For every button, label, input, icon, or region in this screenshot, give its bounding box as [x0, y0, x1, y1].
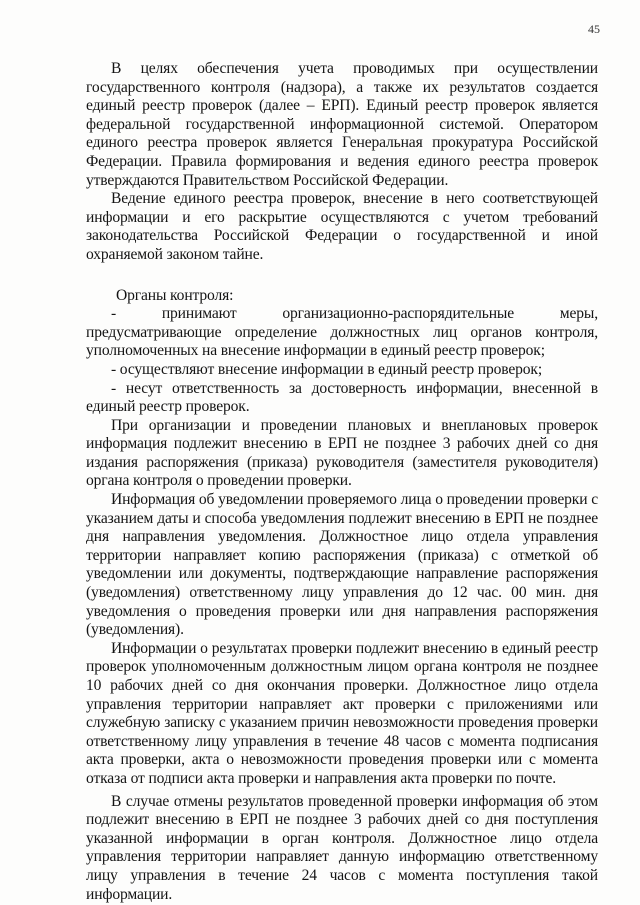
organs-heading: Органы контроля:	[116, 286, 234, 304]
paragraph-erp-creation: В целях обеспечения учета проводимых при осуществлении государственного контроля (надзора), а также их результатов создается единый реестр проверок (далее – ЕРП). Единый реестр проверок является федеральной государственной информационной системой. Оператором единого реестра проверок является Генеральная прокуратура Российской Федерации. Правила формирования и ведения единого реестра проверок утверждаются Правительством Российской Федерации.	[86, 60, 598, 189]
paragraph-notification: Информация об уведомлении проверяемого лица о проведении проверки с указанием даты и способа уведомления подлежит внесению в ЕРП не позднее дня направления уведомления. Должностное лицо отдела управления территории направляет копию распоряжения (приказа) с отметкой об уведомлении или документы, подтверждающие направление распоряжения (уведомления) ответственному лицу управления до 12 час. 00 мин. дня уведомления о проведения проверки или дня направления распоряжения (уведомления).	[86, 491, 598, 639]
organs-list-item-1: - принимают организационно-распорядительные меры, предусматривающие определение должностных лиц органов контроля, уполномоченных на внесение информации в единый реестр проверок;	[86, 305, 598, 360]
organs-list-item-2: - осуществляют внесение информации в единый реестр проверок;	[111, 360, 543, 378]
paragraph-planned-inspections: При организации и проведении плановых и внеплановых проверок информация подлежит внесению в ЕРП не позднее 3 рабочих дней со дня издания распоряжения (приказа) руководителя (заместителя руководителя) органа контроля о проведении проверки.	[86, 416, 598, 490]
paragraph-results: Информации о результатах проверки подлежит внесению в единый реестр проверок уполномоченным должностным лицом органа контроля не позднее 10 рабочих дней со дня окончания проверки. Должностное лицо отдела управления территории направляет акт проверки с приложениями или служебную записку с указанием причин невозможности проведения проверки ответственному лицу управления в течение 48 часов с момента подписания акта проверки, акта о невозможности проведения проверки или с момента отказа от подписи акта проверки и направления акта проверки по почте.	[86, 639, 598, 787]
document-body	[86, 60, 598, 904]
spacer	[86, 265, 598, 287]
paragraph-erp-maintenance: Ведение единого реестра проверок, внесение в него соответствующей информации и его раскрытие осуществляются с учетом требований законодательства Российской Федерации о государственной и иной охраняемой законом тайне.	[86, 190, 598, 263]
paragraph-cancellation: В случае отмены результатов проведенной проверки информация об этом подлежит внесению в ЕРП не позднее 3 рабочих дней со дня поступления указанной информации в орган контроля. Должностное лицо отдела управления территории направляет данную информацию ответственному лицу управления в течение 24 часов с момента поступления такой информации.	[86, 792, 598, 903]
organs-list-item-3: - несут ответственность за достоверность информации, внесенной в единый реестр проверок.	[86, 379, 598, 416]
page-number: 45	[588, 22, 600, 36]
